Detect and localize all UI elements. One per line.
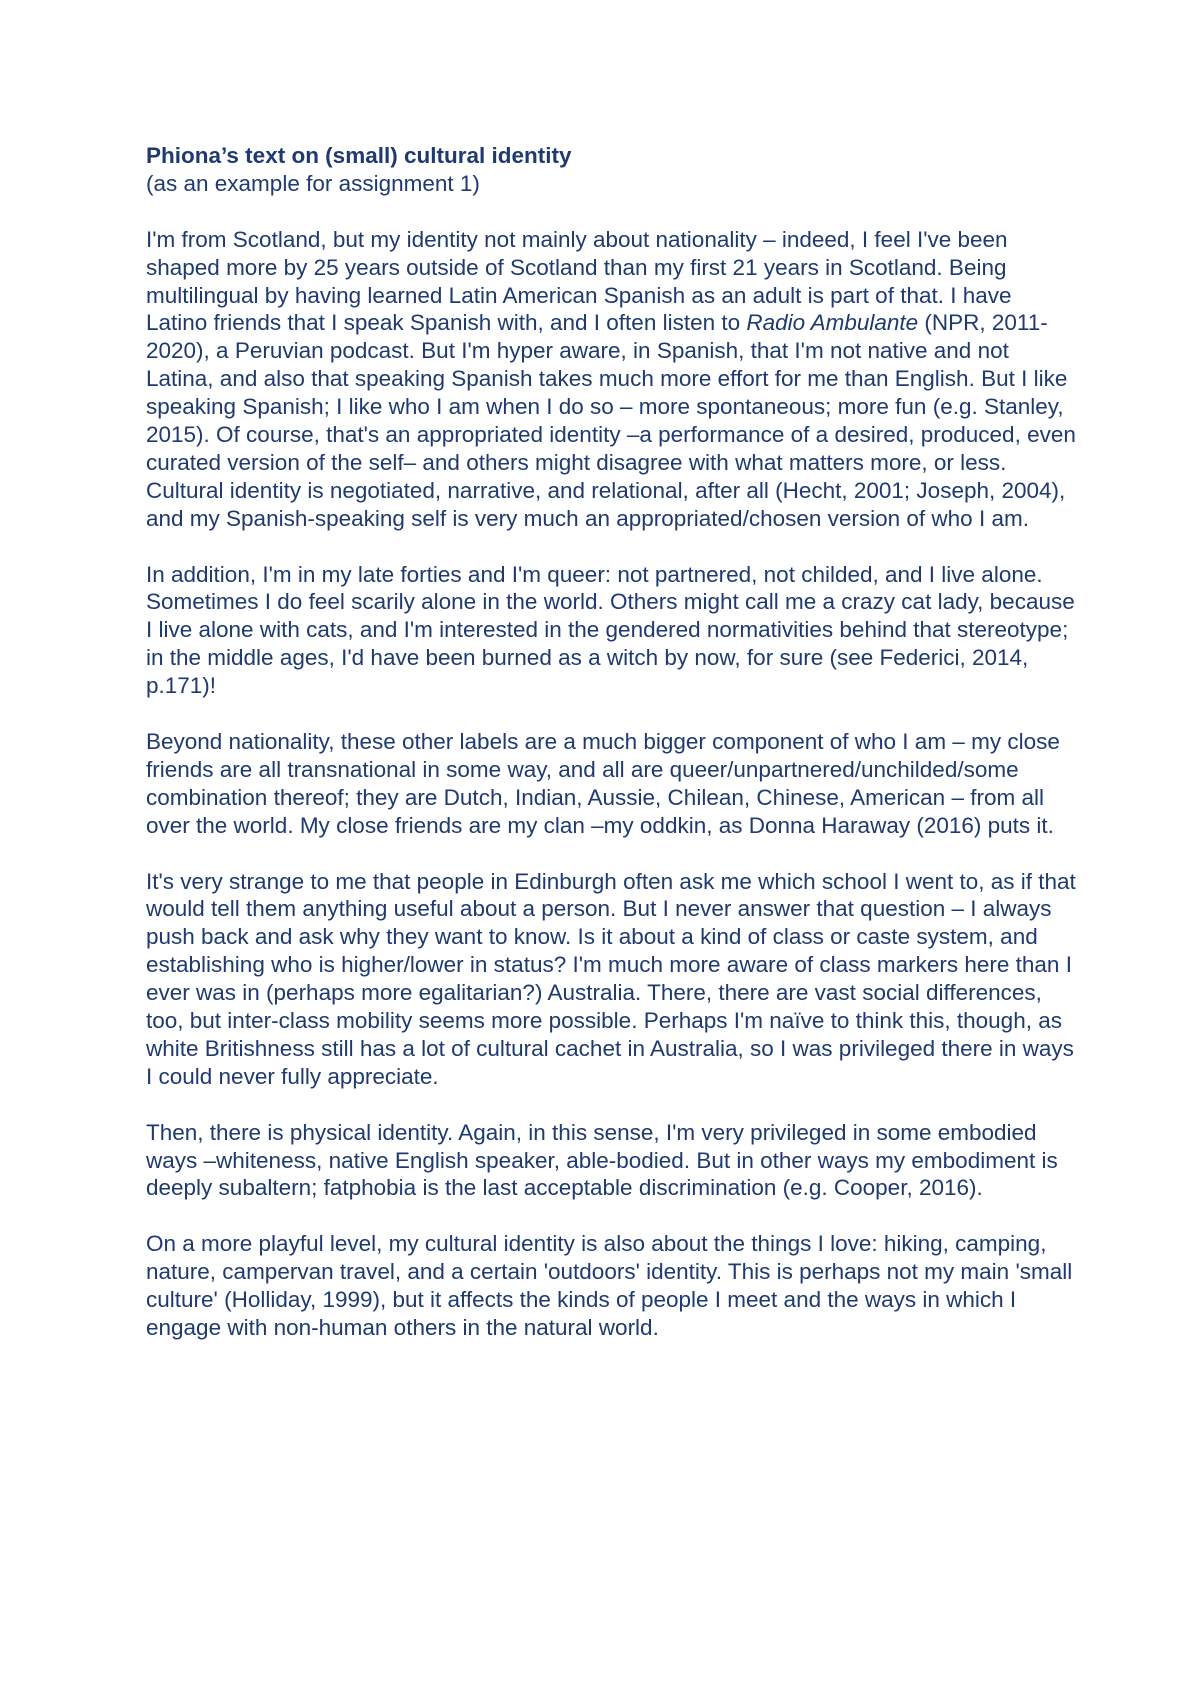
paragraph-personal: In addition, I'm in my late forties and I'm queer: not partnered, not childed, and I live alone. Sometimes I do feel scarily alone in the world. Others might call me a crazy cat lady, because I live alone with cats, and I'm interested in the gendered normativities behind that stereotype; in the middle ages, I'd have been burned as a witch by now, for sure (see Federici, 2014, p.171)! — [146, 561, 1075, 699]
document-title: Phiona’s text on (small) cultural identity — [146, 143, 572, 168]
paragraph-text: (NPR, 2011-2020), a Peruvian podcast. But I'm hyper aware, in Spanish, that I'm not native and not Latina, and also that speaking Spanish takes much more effort for me than English. But I like speaking Spanish; I like who I am when I do so – more spontaneous; more fun (e.g. Stanley, 2015). Of course, that's an appropriated identity –a performance of a desired, produced, even curated version of the self– and others might disagree with what matters more, or less. Cultural identity is negotiated, narrative, and relational, after all (Hecht, 2001; Joseph, 2004), and my Spanish-speaking self is very much an appropriated/chosen version of who I am. — [146, 310, 1076, 531]
paragraph-physical: Then, there is physical identity. Again, in this sense, I'm very privileged in some embodied ways –whiteness, native English speaker, able-bodied. But in other ways my embodiment is deeply subaltern; fatphobia is the last acceptable discrimination (e.g. Cooper, 2016). — [146, 1119, 1058, 1201]
paragraph-playful: On a more playful level, my cultural identity is also about the things I love: hiking, camping, nature, campervan travel, and a certain 'outdoors' identity. This is perhaps not my main 'small culture' (Holliday, 1999), but it affects the kinds of people I meet and the ways in which I engage with non-human others in the natural world. — [146, 1231, 1073, 1340]
paragraph-text: I'm from Scotland, but my identity not mainly about nationality – indeed, I feel I've been shaped more by 25 years outside of Scotland than my first 21 years in Scotland. Being multilingual by having learned Latin American Spanish as an adult is part of that. I have Latino friends that I speak Spanish with, and I often listen to — [146, 226, 1012, 336]
paragraph-friends: Beyond nationality, these other labels are a much bigger component of who I am – my close friends are all transnational in some way, and all are queer/unpartnered/unchilded/some combination thereof; they are Dutch, Indian, Aussie, Chilean, Chinese, American – from all over the world. My close friends are my clan –my oddkin, as Donna Haraway (2016) puts it. — [146, 728, 1060, 838]
document-body — [146, 142, 1076, 1342]
paragraph-nationality — [146, 226, 1076, 533]
podcast-title: Radio Ambulante — [746, 310, 919, 336]
document-subtitle: (as an example for assignment 1) — [146, 170, 480, 196]
paragraph-class: It's very strange to me that people in Edinburgh often ask me which school I went to, as if that would tell them anything useful about a person. But I never answer that question – I always push back and ask why they want to know. Is it about a kind of class or caste system, and establishing who is higher/lower in status? I'm much more aware of class markers here than I ever was in (perhaps more egalitarian?) Australia. There, there are vast social differences, too, but inter-class mobility seems more possible. Perhaps I'm naïve to think this, though, as white Britishness still has a lot of cultural cachet in Australia, so I was privileged there in ways I could never fully appreciate. — [146, 868, 1076, 1089]
